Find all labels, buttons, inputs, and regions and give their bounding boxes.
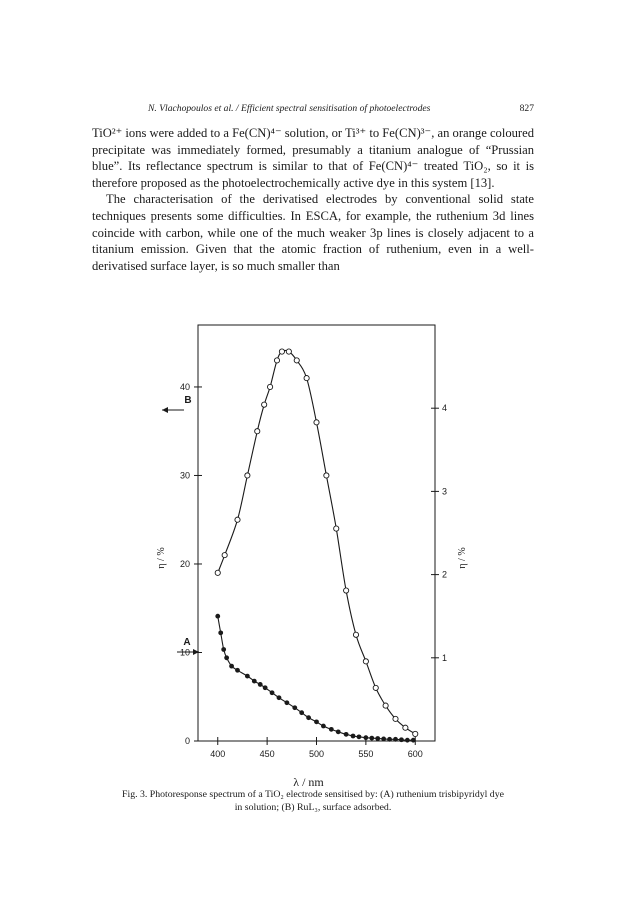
y-right-tick-label: 4 [442, 403, 448, 414]
series-b-point [334, 526, 339, 531]
series-a-point [344, 732, 349, 737]
series-b-point [267, 384, 272, 389]
series-a-label: A [183, 637, 191, 648]
series-a-point [329, 727, 334, 732]
series-a-point [375, 736, 380, 741]
series-b-point [245, 473, 250, 478]
series-b-point [304, 376, 309, 381]
caption-line: Fig. 3. Photoresponse spectrum of a TiO₂ electrode sensitised by: (A) ruthenium trisbipyridyl dye [122, 789, 504, 800]
photoresponse-chart [140, 305, 480, 789]
series-a-point [351, 734, 356, 739]
running-header [148, 103, 534, 114]
series-a-point [284, 700, 289, 705]
series-a-point [229, 664, 234, 669]
series-b-point [353, 632, 358, 637]
page-number: 827 [519, 103, 534, 114]
y-right-tick-label: 3 [442, 486, 448, 497]
series-b-point [363, 659, 368, 664]
series-b-point [393, 716, 398, 721]
series-b-point [324, 473, 329, 478]
series-b-point [383, 703, 388, 708]
series-a-point [258, 682, 263, 687]
series-a-point [314, 719, 319, 724]
series-b-label: B [184, 395, 192, 406]
paragraph: TiO²⁺ ions were added to a Fe(CN)⁴⁻ solution, or Ti³⁺ to Fe(CN)³⁻, an orange coloured precipitate was immediately formed, presumably a titanium analogue of “Prussian blue”. Its reflectance spectrum is similar to that of Fe(CN)⁴⁻ treated TiO₂, so it is therefore proposed as the photoelectrochemically active dye in this system [13]. [92, 126, 534, 190]
y-axis-label-left: η / % [156, 547, 167, 569]
series-b-point [274, 358, 279, 363]
series-a-point [224, 655, 229, 660]
series-a-point [321, 724, 326, 729]
series-a-point [221, 647, 226, 652]
y-left-tick-label: 40 [179, 381, 190, 392]
figure-caption [92, 788, 534, 814]
x-tick-label: 450 [259, 749, 275, 759]
series-a-point [277, 695, 282, 700]
series-a-point [381, 737, 386, 742]
running-title: N. Vlachopoulos et al. / Efficient spectral sensitisation of photoelectrodes [148, 103, 431, 114]
series-b-point [279, 349, 284, 354]
series-b-arrow-head [162, 407, 168, 413]
series-a-point [245, 674, 250, 679]
figure-3 [140, 305, 480, 789]
series-a-point [363, 735, 368, 740]
series-a-point [306, 715, 311, 720]
series-b-point [222, 553, 227, 558]
series-a-point [235, 668, 240, 673]
x-tick-label: 500 [308, 749, 325, 759]
series-a-point [336, 729, 341, 734]
x-tick-label: 600 [407, 749, 423, 759]
series-b-point [403, 725, 408, 730]
series-b-point [255, 429, 260, 434]
series-a-point [218, 630, 223, 635]
series-a-point [399, 737, 404, 742]
series-b-point [314, 420, 319, 425]
x-axis-label: λ / nm [293, 775, 324, 789]
y-left-tick-label: 10 [179, 647, 190, 658]
series-a-point [369, 736, 374, 741]
series-b-point [215, 570, 220, 575]
y-right-tick-label: 1 [442, 652, 448, 663]
series-a-point [411, 738, 416, 743]
series-b-point [286, 349, 291, 354]
caption-line: in solution; (B) RuL₃, surface adsorbed. [234, 802, 392, 813]
body-text [92, 125, 534, 274]
y-left-tick-label: 20 [179, 558, 190, 569]
series-a-point [270, 690, 275, 695]
y-left-tick-label: 30 [179, 470, 190, 481]
series-a-point [357, 734, 362, 739]
series-b-point [344, 588, 349, 593]
series-b-point [413, 731, 418, 736]
series-a-point [215, 614, 220, 619]
series-a-point [292, 705, 297, 710]
series-b-point [294, 358, 299, 363]
series-a-point [252, 679, 257, 684]
series-a-point [387, 737, 392, 742]
series-b-point [373, 685, 378, 690]
series-b-point [235, 517, 240, 522]
y-left-tick-label: 0 [184, 736, 190, 746]
series-a-point [405, 738, 410, 743]
y-axis-label-right: η / % [457, 547, 468, 569]
y-right-tick-label: 2 [442, 569, 448, 580]
series-a-point [299, 710, 304, 715]
paragraph: The characterisation of the derivatised electrodes by conventional solid state techniques presents some difficulties. In ESCA, for example, the ruthenium 3d lines coincide with carbon, while one of the much weaker 3p lines is closely adjacent to a titanium emission. Given that the atomic fraction of ruthenium, even in a well-derivatised surface layer, is so much smaller than [92, 192, 534, 273]
x-tick-label: 400 [210, 749, 226, 759]
series-a-point [393, 737, 398, 742]
x-tick-label: 550 [358, 749, 374, 759]
series-a-point [263, 685, 268, 690]
series-b-point [262, 402, 267, 407]
